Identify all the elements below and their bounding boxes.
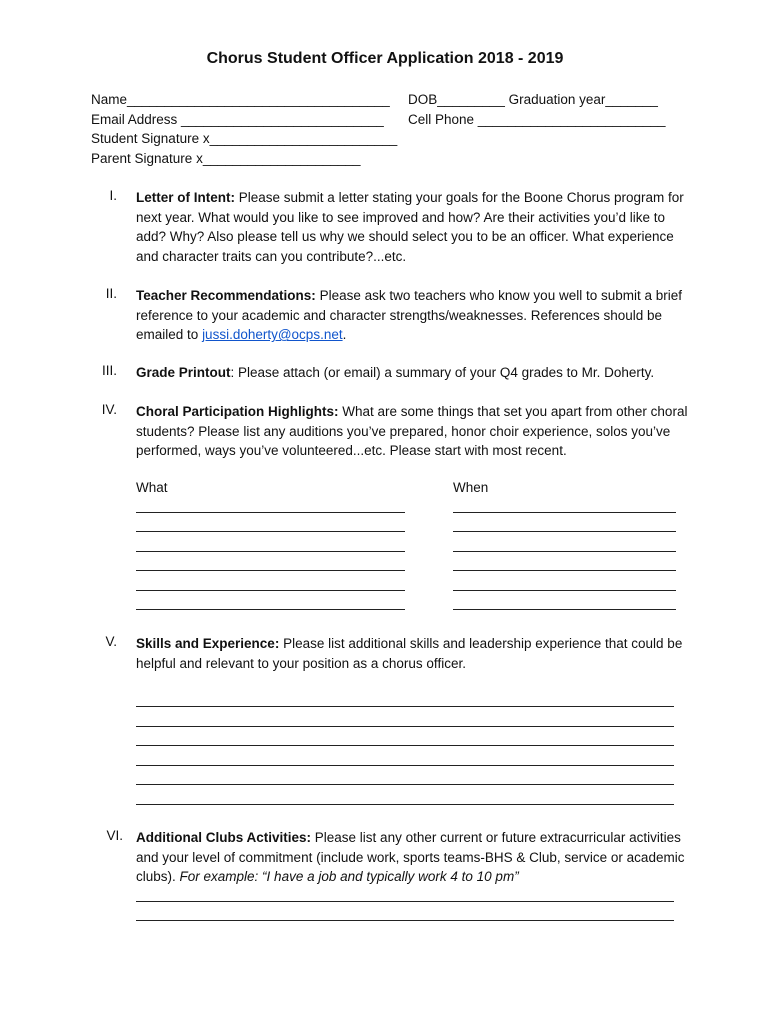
answer-line[interactable]	[136, 920, 674, 921]
name-field[interactable]: Name___________________________________	[91, 92, 390, 107]
answer-line[interactable]	[136, 765, 674, 766]
section-choral-highlights	[136, 402, 696, 461]
when-line[interactable]	[453, 551, 676, 552]
section-example: For example: “I have a job and typically work 4 to 10 pm”	[179, 869, 519, 885]
section-text-end: .	[342, 327, 347, 343]
parent-signature-field[interactable]: Parent Signature x_____________________	[91, 151, 361, 166]
email-field[interactable]: Email Address ___________________________	[91, 112, 384, 127]
what-column-label: What	[136, 480, 168, 495]
answer-line[interactable]	[136, 726, 674, 727]
section-heading: Teacher Recommendations:	[136, 288, 316, 303]
what-line[interactable]	[136, 609, 405, 610]
section-numeral: III.	[101, 363, 117, 378]
when-line[interactable]	[453, 590, 676, 591]
section-text: : Please attach (or email) a summary of your Q4 grades to Mr. Doherty.	[230, 365, 655, 380]
section-numeral: VI.	[106, 828, 123, 843]
when-line[interactable]	[453, 609, 676, 610]
cell-phone-field[interactable]: Cell Phone _________________________	[408, 112, 666, 127]
section-text: Please submit a letter stating your goals for the Boone Chorus program for next year. What would you like to see improved and how? Are their activities you’d like to add? Why? Also please tell us why we should select you to be an officer. What experience and character traits can you contribute?...etc.	[136, 190, 684, 264]
section-numeral: I.	[109, 188, 117, 203]
section-grade-printout	[136, 363, 696, 383]
dob-grad-field[interactable]: DOB_________ Graduation year_______	[408, 92, 658, 107]
section-numeral: V.	[105, 634, 117, 649]
section-text: Please list additional skills and leadership experience that could be helpful and relevant to your position as a chorus officer.	[136, 636, 683, 671]
section-heading: Letter of Intent:	[136, 190, 235, 205]
what-line[interactable]	[136, 590, 405, 591]
when-line[interactable]	[453, 570, 676, 571]
when-line[interactable]	[453, 531, 676, 532]
section-numeral: II.	[105, 286, 117, 301]
what-line[interactable]	[136, 551, 405, 552]
page-title: Chorus Student Officer Application 2018 - 2019	[206, 50, 564, 67]
section-teacher-recommendations	[136, 286, 696, 345]
what-line[interactable]	[136, 512, 405, 513]
when-line[interactable]	[453, 512, 676, 513]
section-additional-clubs	[136, 828, 696, 887]
answer-line[interactable]	[136, 706, 674, 707]
student-signature-field[interactable]: Student Signature x_________________________	[91, 131, 398, 146]
answer-line[interactable]	[136, 784, 674, 785]
section-heading: Choral Participation Highlights:	[136, 404, 339, 419]
section-text: What are some things that set you apart from other choral students? Please list any auditions you’ve prepared, honor choir experience, solos you’ve performed, ways you’ve volunteered...etc. Please start with most recent.	[136, 404, 688, 459]
section-heading: Skills and Experience:	[136, 636, 280, 651]
answer-line[interactable]	[136, 901, 674, 902]
when-column-label: When	[453, 480, 489, 495]
section-heading: Additional Clubs Activities:	[136, 830, 312, 845]
answer-line[interactable]	[136, 804, 674, 805]
section-skills-experience	[136, 634, 696, 673]
section-text: Please ask two teachers who know you well to submit a brief reference to your academic and character strengths/weaknesses. References should be emailed to	[136, 288, 683, 343]
answer-line[interactable]	[136, 745, 674, 746]
email-link[interactable]: jussi.doherty@ocps.net	[202, 327, 343, 343]
section-heading: Grade Printout	[136, 365, 231, 380]
section-letter-of-intent	[136, 188, 696, 266]
what-line[interactable]	[136, 570, 405, 571]
what-line[interactable]	[136, 531, 405, 532]
section-text: Please list any other current or future extracurricular activities and your level of commitment (include work, sports teams-BHS & Club, service or academic clubs).	[136, 830, 685, 885]
section-numeral: IV.	[101, 402, 117, 417]
